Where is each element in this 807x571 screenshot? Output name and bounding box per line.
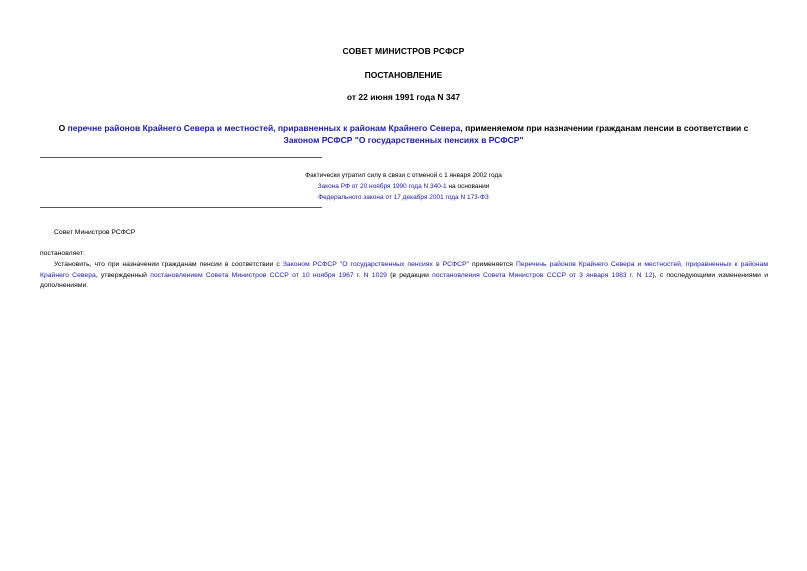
para-text-d: (в редакции bbox=[386, 271, 433, 279]
para-text-b: применяется bbox=[469, 261, 516, 268]
status-line-3 bbox=[0, 192, 807, 203]
para-link-decree-12[interactable]: постановления Совета Министров СССР от 3 января 1983 г. N 12 bbox=[432, 271, 653, 279]
issuer-heading: СОВЕТ МИНИСТРОВ РСФСР bbox=[342, 46, 465, 56]
decrees-line: постановляет: bbox=[40, 250, 85, 257]
status-line-2-suffix: на основании bbox=[446, 183, 490, 190]
para-text-e: ), с последующими изменениями и дополнениями. bbox=[40, 271, 768, 289]
title-link-pension-law[interactable]: Законом РСФСР "О государственных пенсиях в РСФСР" bbox=[283, 135, 524, 145]
title-prefix: О bbox=[58, 123, 68, 133]
status-line-2 bbox=[0, 181, 807, 192]
status-note bbox=[0, 170, 807, 203]
document-title bbox=[40, 122, 767, 146]
status-line-1: Фактически утратил силу в связи с отменой с 1 января 2002 года bbox=[305, 172, 502, 179]
divider-top bbox=[40, 157, 322, 158]
title-middle-text: , применяемом при назначении гражданам пенсии в соответствии с bbox=[460, 123, 749, 133]
para-link-decree-1029[interactable]: постановлением Совета Министров СССР от 10 ноября 1967 г. N 1029 bbox=[150, 271, 387, 279]
document-type-heading: ПОСТАНОВЛЕНИЕ bbox=[364, 70, 443, 80]
para-text-a: Установить, что при назначении гражданам пенсии в соответствии с bbox=[54, 261, 283, 268]
issuer-line: Совет Министров РСФСР bbox=[54, 229, 136, 236]
para-link-regions-list[interactable]: Перечень районов Крайнего Севера и местностей, приравненных к районам Крайнего Севера bbox=[40, 261, 768, 279]
para-text-c: , утвержденный bbox=[95, 271, 151, 279]
status-link-law-173-fz[interactable]: Федерального закона от 17 декабря 2001 года N 173-ФЗ bbox=[318, 194, 489, 201]
main-paragraph bbox=[40, 260, 768, 292]
para-link-pension-law[interactable]: Законом РСФСР "О государственных пенсиях в РСФСР" bbox=[282, 261, 470, 268]
title-link-regions-list[interactable]: перечне районов Крайнего Севера и местностей, приравненных к районам Крайнего Севера bbox=[67, 123, 461, 133]
status-link-law-340-1[interactable]: Закона РФ от 20 ноября 1990 года N 340-1 bbox=[317, 183, 447, 190]
document-date-heading: от 22 июня 1991 года N 347 bbox=[346, 92, 461, 102]
divider-bottom bbox=[40, 207, 322, 208]
